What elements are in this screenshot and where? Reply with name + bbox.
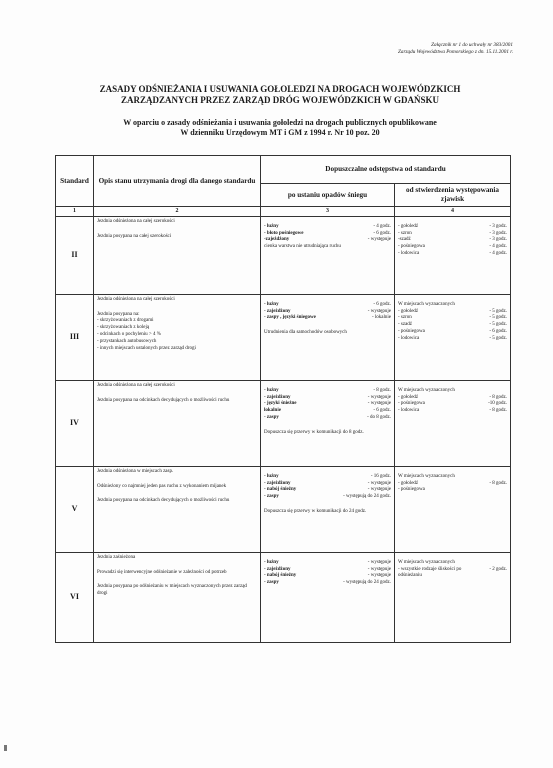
deviation-label: - zaspy , języki śniegowe [264,315,316,321]
phenomenon-value: - 4 godz. [489,244,508,250]
deviation-item [264,309,391,316]
column-number-1: 1 [56,207,94,217]
phenomenon-value: -10 godz. [488,401,508,407]
description-line: Jezdnia posypana na odcinkach decydujących o możliwości ruchu [97,498,230,504]
phenomenon-label: - wszystkie rodzaje śliskości po odśnieżaniu [398,566,462,579]
phenomenon-item [398,251,507,258]
deviation-label: - zaspy [264,414,279,420]
phenomenon-label: - pośniegowa [398,487,425,493]
phenomenon-item [398,481,507,488]
document-subtitle [60,118,500,138]
phenomena-deviations [395,380,511,466]
deviation-label: lokalnie [264,408,281,414]
column-number-3: 3 [261,207,395,217]
deviation-label: - luźny [264,473,279,479]
standard-number: II [56,216,94,294]
deviation-label: - luźny [264,387,279,393]
deviation-label: - zaspy [264,580,279,586]
standard-description [94,466,261,552]
phenomenon-label: - lodowica [398,408,420,414]
phenomenon-value: - 2 godz. [489,566,508,572]
subtitle-line-2: W dzienniku Urzędowym MT i GM z 1994 r. Nr 10 poz. 20 [180,128,380,137]
deviation-item [264,487,391,494]
phenomenon-label: - gołoledź [398,394,419,400]
column-number-2: 2 [94,207,261,217]
deviation-value: - 6 godz. [373,230,391,236]
deviation-value: - występuje [367,566,391,572]
deviation-label: cienka warstwa nie utrudniająca ruchu [264,244,341,250]
phenomenon-item [398,237,507,244]
deviation-value: - występuje [367,401,391,407]
title-line-1: ZASADY ODŚNIEŻANIA I USUWANIA GOŁOLEDZI NA DROGACH WOJEWÓDZKICH [99,84,461,94]
description-line: - skrzyżowaniach z koleją [97,325,150,331]
phenomena-header: W miejscach wyznaczonych [398,559,455,565]
deviation-note: Dopuszcza się przerwy w komunikacji do 24 godz. [264,508,367,514]
deviation-item [264,315,391,322]
header-deviations: Dopuszczalne odstępstwa od standardu [261,156,511,184]
description-line: Jezdnia zaśnieżona [97,554,136,560]
table-row [56,216,511,294]
description-line: - innych miejscach ustalonych przez zarząd drogi [97,345,196,351]
after-snow-deviations [261,216,395,294]
phenomenon-item [398,401,507,408]
deviation-value: - występuje [367,308,391,314]
after-snow-deviations [261,466,395,552]
deviation-value: - 4 godz. [373,223,391,229]
annex-note [313,42,513,56]
phenomenon-value: - 6 godz. [489,328,508,334]
phenomena-deviations [395,294,511,380]
deviation-label: - języki śnieżne [264,401,297,407]
phenomenon-label: - gołoledź [398,223,419,229]
phenomenon-label: - szron [398,230,412,236]
phenomenon-label: - gołoledź [398,308,419,314]
deviation-item [264,408,391,415]
table-row [56,552,511,642]
phenomenon-item [398,244,507,251]
annex-line-2: Zarządu Województwa Pomorskiego z dn. 15.11.2001 r. [398,49,513,55]
phenomena-deviations [395,216,511,294]
table-row [56,466,511,552]
deviation-value: - występują do 24 godz. [343,580,391,586]
phenomenon-value [504,487,507,494]
table-row [56,380,511,466]
after-snow-deviations [261,552,395,642]
deviation-label: - luźny [264,223,279,229]
deviation-item [264,224,391,231]
document-title [60,84,500,106]
phenomenon-value: - 3 godz. [489,237,508,243]
deviation-item [264,567,391,574]
phenomenon-label: - pośniegowa [398,244,425,250]
phenomenon-item [398,487,507,494]
table-body [56,216,511,642]
phenomenon-label: - lodowica [398,250,420,256]
deviation-label: - zajeżdżony [264,480,291,486]
deviation-item [264,401,391,408]
phenomenon-item [398,336,507,343]
phenomenon-value: - 8 godz. [489,480,508,486]
description-line: - przystankach autobusowych [97,338,157,344]
deviation-value: - występuje [367,573,391,579]
deviation-value: - występuje [367,237,391,243]
phenomenon-label: - szadź [398,322,413,328]
deviation-label: - zajeżdżony [264,308,291,314]
phenomena-header: W miejscach wyznaczonych [398,473,455,479]
standard-description [94,216,261,294]
standards-table [55,155,511,643]
deviation-item [264,560,391,567]
deviation-label: - zajeżdżony [264,394,291,400]
deviation-item [264,395,391,402]
scan-mark [4,745,7,751]
description-line: Odśnieżony co najmniej jeden pas ruchu z wykonaniem mijanek [97,483,227,489]
phenomenon-value: - 3 godz. [489,230,508,236]
deviation-note: Dopuszcza się przerwy w komunikacji do 8 godz. [264,429,364,435]
phenomenon-value: - 5 godz. [489,308,508,314]
description-line: Jezdnia odśnieżona na całej szerokości [97,296,175,302]
deviation-item [264,474,391,481]
phenomenon-value: - 5 godz. [489,335,508,341]
header-from-detection: od stwierdzenia występowania zjawisk [395,184,511,207]
phenomenon-item [398,224,507,231]
phenomenon-item [398,567,507,581]
phenomena-deviations [395,552,511,642]
description-line: Jezdnia posypana na: [97,311,140,317]
standard-description [94,552,261,642]
header-after-snow: po ustaniu opadów śniegu [261,184,395,207]
phenomena-deviations [395,466,511,552]
description-line: Jezdnia posypana na całej szerokości [97,233,172,239]
deviation-item [264,244,391,251]
title-line-2: ZARZĄDZANYCH PRZEZ ZARZĄD DRÓG WOJEWÓDZKICH W GDAŃSKU [120,95,440,105]
description-line: Jezdnia odśnieżona na całej szerokości [97,382,175,388]
deviation-item [264,302,391,309]
description-line: Jezdnia posypana po odśnieżaniu w miejscach wyznaczonych przez zarząd drogi [97,584,247,597]
deviation-value: - występują do 24 godz. [343,494,391,500]
deviation-value: - występuje [367,487,391,493]
phenomenon-value: - 5 godz. [489,322,508,328]
deviation-item [264,494,391,501]
standard-description [94,294,261,380]
description-line: - skrzyżowaniach z drogami [97,318,154,324]
phenomenon-value: - 4 godz. [489,250,508,256]
phenomenon-value: - 8 godz. [489,394,508,400]
deviation-value [388,244,391,251]
phenomenon-value: - 3 godz. [489,223,508,229]
phenomenon-label: - szron [398,315,412,321]
standard-description [94,380,261,466]
deviation-label: - zaspy [264,494,279,500]
phenomenon-value: - 5 godz. [489,315,508,321]
description-line: Prowadzi się interwencyjne odśnieżanie w zależności od potrzeb [97,569,227,575]
after-snow-deviations [261,380,395,466]
phenomenon-item [398,408,507,415]
phenomenon-item [398,309,507,316]
phenomenon-label: - gołoledź [398,480,419,486]
description-line: Jezdnia odśnieżona na całej szerokości [97,218,175,224]
deviation-label: - luźny [264,301,279,307]
column-number-4: 4 [395,207,511,217]
deviation-label: - luźny [264,559,279,565]
phenomenon-label: - pośniegowa [398,401,425,407]
deviation-label: - zajeżdżony [264,566,291,572]
deviation-value: - 6 godz. [373,408,391,414]
phenomenon-item [398,329,507,336]
phenomenon-label: - pośniegowa [398,328,425,334]
deviation-value: - występuje [367,394,391,400]
description-line: - odcinkach o pochyleniu > 4 % [97,331,161,337]
standard-number: IV [56,380,94,466]
deviation-value: - występuje [367,559,391,565]
deviation-value: - do 8 godz. [367,414,391,420]
deviation-label: -zajeżdżony [264,237,290,243]
phenomenon-label: -szadź [398,237,411,243]
deviation-value: - 6 godz. [373,301,391,307]
standard-number: VI [56,552,94,642]
header-standard: Standard [56,156,94,207]
phenomenon-value: - 8 godz. [489,408,508,414]
description-line: Jezdnia posypana na odcinkach decydujących o możliwości ruchu [97,397,230,403]
table-row [56,294,511,380]
deviation-value: - 16 godz. [370,473,391,479]
phenomenon-label: - lodowica [398,335,420,341]
phenomenon-item [398,315,507,322]
deviation-item [264,481,391,488]
phenomena-header: W miejscach wyznaczonych [398,301,455,307]
deviation-value: - 8 godz. [373,387,391,393]
phenomena-header: W miejscach wyznaczonych [398,387,455,393]
deviation-label: - nabój śnieżny [264,573,297,579]
phenomenon-item [398,322,507,329]
after-snow-deviations [261,294,395,380]
deviation-label: - błoto pośniegowe [264,230,304,236]
deviation-item [264,415,391,422]
phenomenon-item [398,231,507,238]
deviation-item [264,573,391,580]
deviation-label: - nabój śnieżny [264,487,297,493]
standard-number: III [56,294,94,380]
deviation-note: Utrudnienia dla samochodów osobowych [264,330,347,336]
annex-line-1: Załącznik nr 1 do uchwały nr 383/2001 [431,42,513,48]
phenomenon-item [398,395,507,402]
description-line: Jezdnia odśnieżona w miejscach zasp. [97,468,174,474]
deviation-value: - lokalnie [371,315,391,321]
subtitle-line-1: W oparciu o zasady odśnieżania i usuwania gołoledzi na drogach publicznych opublikowane [123,118,437,127]
deviation-item [264,580,391,587]
header-description: Opis stanu utrzymania drogi dla danego standardu [94,156,261,207]
standard-number: V [56,466,94,552]
deviation-item [264,388,391,395]
deviation-item [264,231,391,238]
deviation-value: - występuje [367,480,391,486]
deviation-item [264,237,391,244]
